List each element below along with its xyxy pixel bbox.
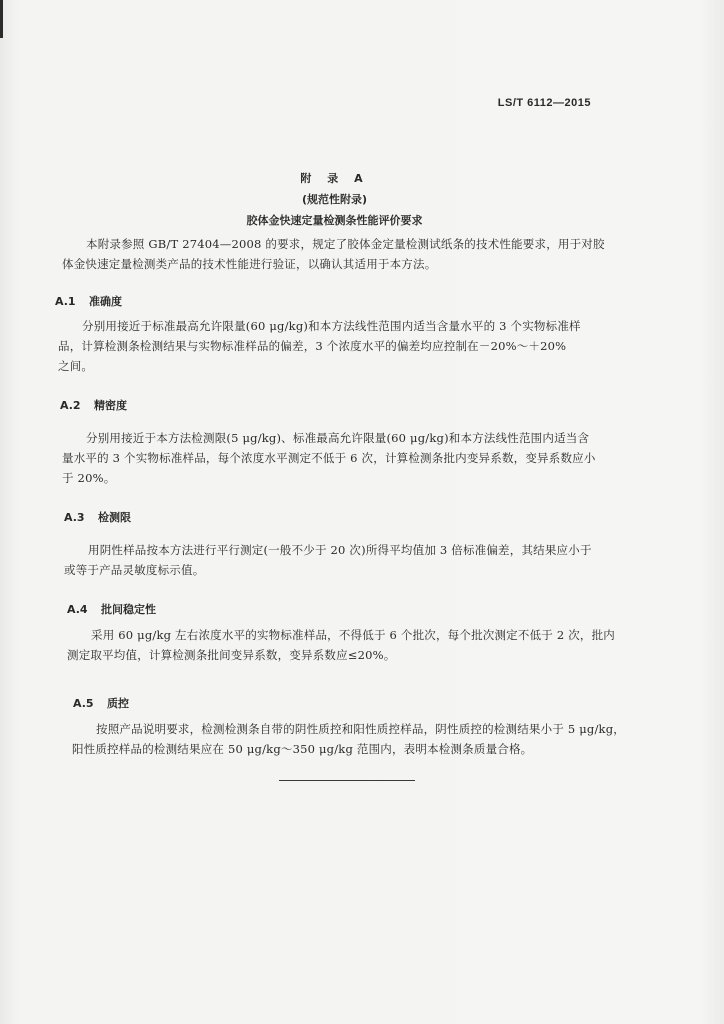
body-line: 测定取平均值，计算检测条批间变异系数，变异系数应≤20%。 xyxy=(67,648,396,662)
section-number: A.5 xyxy=(73,697,94,710)
intro-paragraph xyxy=(62,234,622,274)
section-body-a1 xyxy=(58,316,618,376)
section-body-a4 xyxy=(67,625,627,665)
section-body-a2 xyxy=(62,428,622,488)
section-number: A.1 xyxy=(55,295,76,308)
section-heading-a5 xyxy=(73,695,129,711)
section-number: A.4 xyxy=(67,603,88,616)
section-number: A.2 xyxy=(60,399,81,412)
intro-line: 体金快速定量检测类产品的技术性能进行验证，以确认其适用于本方法。 xyxy=(62,257,437,271)
section-heading-a3 xyxy=(64,509,131,525)
section-heading-a4 xyxy=(67,601,156,617)
body-line: 阳性质控样品的检测结果应在 50 μg/kg～350 μg/kg 范围内，表明本检测条质量合格。 xyxy=(72,742,533,756)
intro-line: 本附录参照 GB/T 27404—2008 的要求，规定了胶体金定量检测试纸条的技术性能要求，用于对胶 xyxy=(86,237,605,251)
body-line: 于 20%。 xyxy=(62,471,116,485)
section-number: A.3 xyxy=(64,511,85,524)
section-title: 质控 xyxy=(107,697,129,710)
appendix-label: 附 录 A xyxy=(300,172,369,185)
end-rule xyxy=(279,780,415,781)
section-title: 检测限 xyxy=(98,511,131,524)
appendix-title-block xyxy=(0,168,724,231)
body-line: 或等于产品灵敏度标示值。 xyxy=(64,563,205,577)
section-heading-a1 xyxy=(55,293,122,309)
section-body-a3 xyxy=(64,540,624,580)
body-line: 分别用接近于本方法检测限(5 μg/kg)、标准最高允许限量(60 μg/kg)和本方法线性范围内适当含 xyxy=(86,431,590,445)
body-line: 按照产品说明要求，检测检测条自带的阴性质控和阳性质控样品，阴性质控的检测结果小于 5 μg/kg， xyxy=(96,722,625,736)
section-body-a5 xyxy=(72,719,632,759)
document-code: LS/T 6112—2015 xyxy=(497,97,591,109)
section-title: 准确度 xyxy=(89,295,122,308)
body-line: 分别用接近于标准最高允许限量(60 μg/kg)和本方法线性范围内适当含量水平的 3 个实物标准样 xyxy=(82,319,581,333)
body-line: 采用 60 μg/kg 左右浓度水平的实物标准样品，不得低于 6 个批次，每个批次测定不低于 2 次，批内 xyxy=(91,628,615,642)
section-title: 精密度 xyxy=(94,399,127,412)
section-heading-a2 xyxy=(60,397,127,413)
section-title: 批间稳定性 xyxy=(101,603,156,616)
body-line: 用阴性样品按本方法进行平行测定(一般不少于 20 次)所得平均值加 3 倍标准偏差，其结果应小于 xyxy=(88,543,592,557)
appendix-main-title: 胶体金快速定量检测条性能评价要求 xyxy=(246,214,423,227)
scan-edge-mark xyxy=(0,0,3,38)
body-line: 量水平的 3 个实物标准样品，每个浓度水平测定不低于 6 次，计算检测条批内变异系数，变异系数应小 xyxy=(62,451,596,465)
appendix-type: (规范性附录) xyxy=(301,193,368,206)
body-line: 之间。 xyxy=(58,359,94,373)
body-line: 品，计算检测条检测结果与实物标准样品的偏差，3 个浓度水平的偏差均应控制在－20%～＋20% xyxy=(58,339,567,353)
